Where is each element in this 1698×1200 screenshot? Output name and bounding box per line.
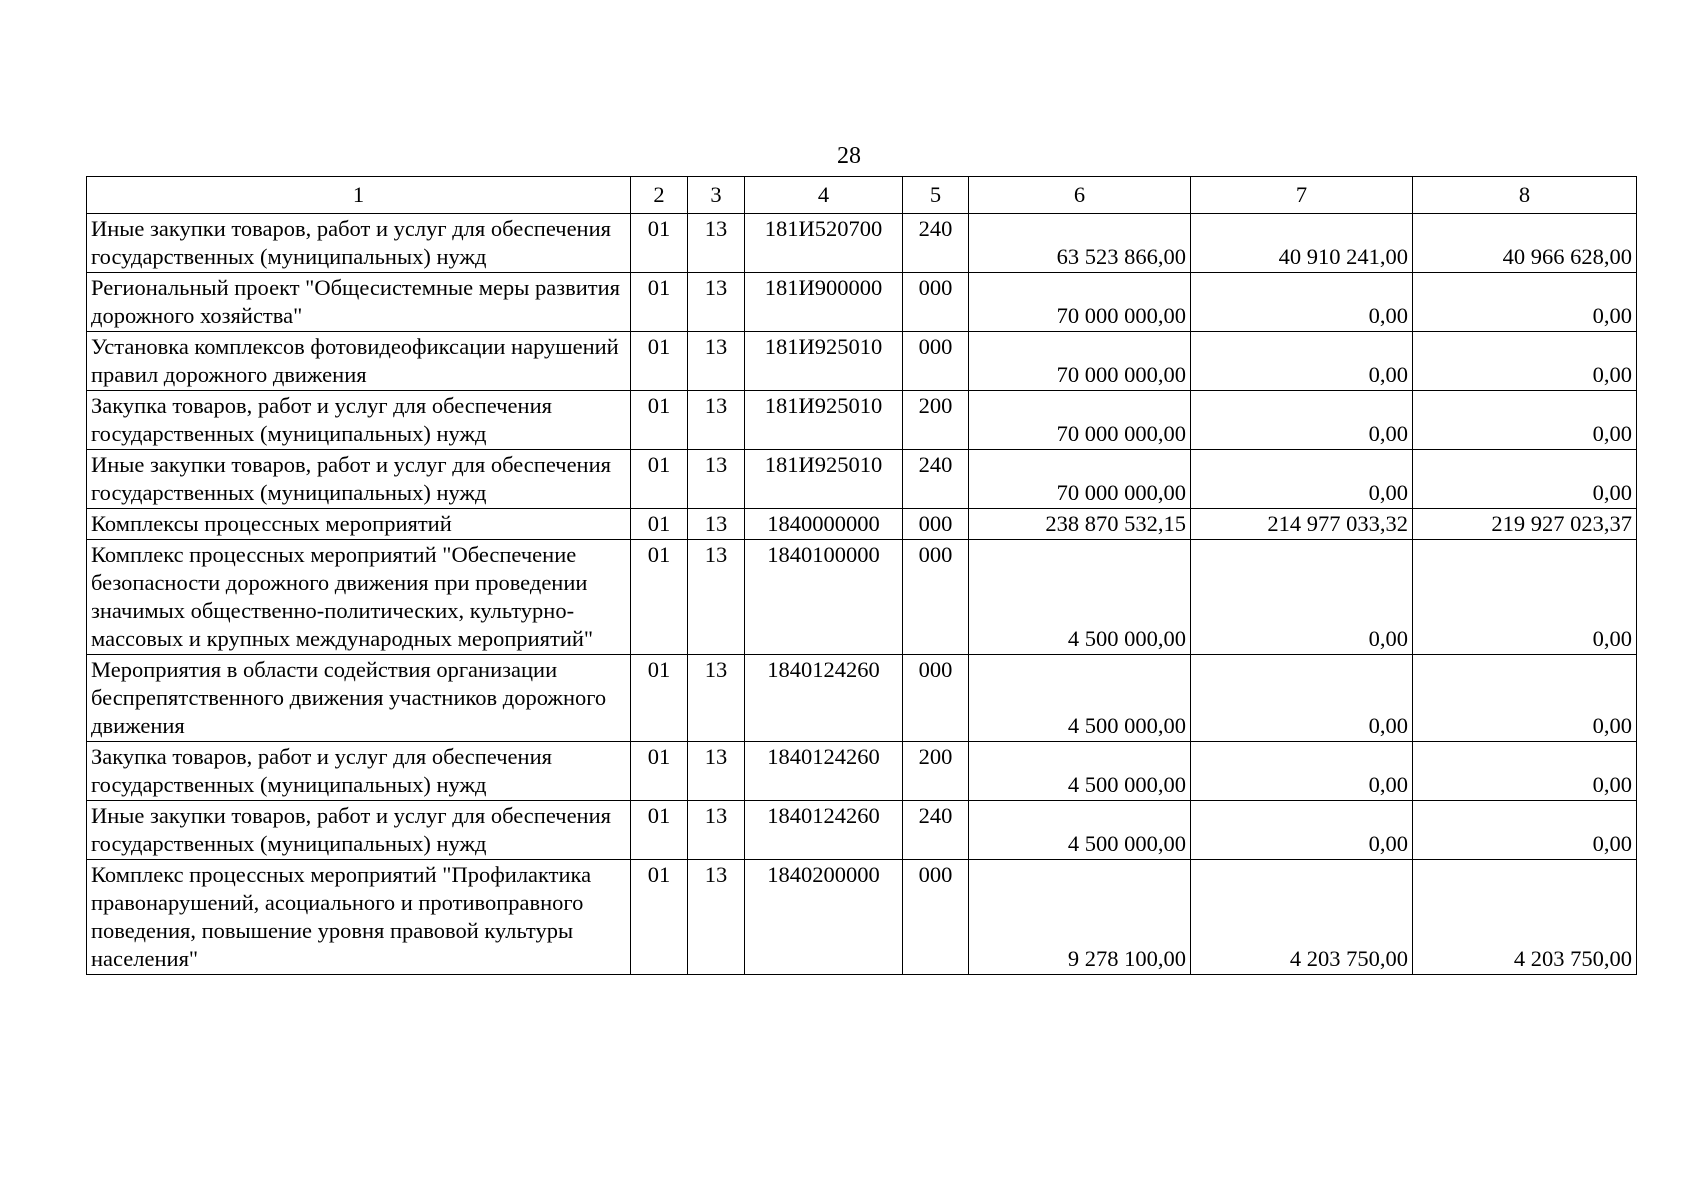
table-row [87,273,1637,332]
row-subsection: 13 [688,801,745,860]
row-amount-year2: 0,00 [1191,273,1413,332]
row-expense-type: 200 [903,391,969,450]
row-amount-year2: 214 977 033,32 [1191,509,1413,540]
row-amount-year1: 4 500 000,00 [969,742,1191,801]
row-target-code: 1840200000 [745,860,903,975]
table-row [87,509,1637,540]
table-row [87,801,1637,860]
header-cell: 7 [1191,177,1413,214]
table-row [87,391,1637,450]
row-amount-year1: 63 523 866,00 [969,214,1191,273]
row-section: 01 [631,655,688,742]
row-name: Иные закупки товаров, работ и услуг для обеспечения государственных (муниципальных) нужд [87,214,631,273]
row-expense-type: 240 [903,214,969,273]
table-row [87,742,1637,801]
row-amount-year2: 0,00 [1191,540,1413,655]
row-subsection: 13 [688,391,745,450]
table-row [87,540,1637,655]
row-name: Комплекс процессных мероприятий "Профилактика правонарушений, асоциального и противоправного поведения, повышение уровня правовой культуры населения" [87,860,631,975]
row-target-code: 181И925010 [745,450,903,509]
row-amount-year1: 70 000 000,00 [969,273,1191,332]
row-amount-year1: 4 500 000,00 [969,540,1191,655]
row-amount-year1: 238 870 532,15 [969,509,1191,540]
header-cell: 4 [745,177,903,214]
row-name: Комплекс процессных мероприятий "Обеспечение безопасности дорожного движения при проведении значимых общественно-политических, культурно-массовых и крупных международных мероприятий" [87,540,631,655]
row-section: 01 [631,391,688,450]
row-amount-year2: 4 203 750,00 [1191,860,1413,975]
row-expense-type: 000 [903,540,969,655]
row-subsection: 13 [688,214,745,273]
row-name: Мероприятия в области содействия организации беспрепятственного движения участников дорожного движения [87,655,631,742]
table-row [87,450,1637,509]
table-row [87,860,1637,975]
row-amount-year3: 4 203 750,00 [1413,860,1637,975]
row-expense-type: 000 [903,332,969,391]
row-target-code: 1840000000 [745,509,903,540]
row-amount-year3: 0,00 [1413,391,1637,450]
header-cell: 6 [969,177,1191,214]
row-amount-year3: 0,00 [1413,450,1637,509]
row-section: 01 [631,509,688,540]
row-amount-year3: 0,00 [1413,742,1637,801]
row-subsection: 13 [688,860,745,975]
row-amount-year3: 0,00 [1413,332,1637,391]
row-amount-year1: 9 278 100,00 [969,860,1191,975]
row-amount-year1: 70 000 000,00 [969,332,1191,391]
row-target-code: 1840124260 [745,801,903,860]
row-amount-year3: 40 966 628,00 [1413,214,1637,273]
row-target-code: 1840124260 [745,655,903,742]
row-amount-year2: 0,00 [1191,801,1413,860]
row-subsection: 13 [688,742,745,801]
row-amount-year1: 70 000 000,00 [969,391,1191,450]
row-subsection: 13 [688,540,745,655]
row-section: 01 [631,860,688,975]
row-name: Установка комплексов фотовидеофиксации нарушений правил дорожного движения [87,332,631,391]
budget-table [86,176,1637,975]
row-expense-type: 000 [903,509,969,540]
header-cell: 2 [631,177,688,214]
row-target-code: 181И900000 [745,273,903,332]
row-amount-year2: 40 910 241,00 [1191,214,1413,273]
row-amount-year2: 0,00 [1191,655,1413,742]
row-amount-year1: 4 500 000,00 [969,655,1191,742]
table-body [87,214,1637,975]
row-target-code: 181И925010 [745,391,903,450]
row-amount-year2: 0,00 [1191,742,1413,801]
row-expense-type: 240 [903,801,969,860]
row-subsection: 13 [688,450,745,509]
row-expense-type: 000 [903,860,969,975]
row-section: 01 [631,332,688,391]
row-target-code: 181И520700 [745,214,903,273]
row-amount-year2: 0,00 [1191,391,1413,450]
row-subsection: 13 [688,509,745,540]
row-amount-year3: 0,00 [1413,273,1637,332]
row-expense-type: 000 [903,655,969,742]
row-amount-year2: 0,00 [1191,332,1413,391]
row-target-code: 1840100000 [745,540,903,655]
row-subsection: 13 [688,273,745,332]
row-target-code: 181И925010 [745,332,903,391]
row-subsection: 13 [688,332,745,391]
row-name: Иные закупки товаров, работ и услуг для обеспечения государственных (муниципальных) нужд [87,801,631,860]
row-name: Иные закупки товаров, работ и услуг для обеспечения государственных (муниципальных) нужд [87,450,631,509]
table-row [87,214,1637,273]
table-row [87,332,1637,391]
row-amount-year1: 4 500 000,00 [969,801,1191,860]
row-section: 01 [631,540,688,655]
row-expense-type: 240 [903,450,969,509]
row-name: Комплексы процессных мероприятий [87,509,631,540]
table-row [87,655,1637,742]
row-amount-year3: 0,00 [1413,801,1637,860]
row-section: 01 [631,742,688,801]
row-amount-year3: 0,00 [1413,540,1637,655]
row-amount-year1: 70 000 000,00 [969,450,1191,509]
header-cell: 1 [87,177,631,214]
header-cell: 8 [1413,177,1637,214]
row-subsection: 13 [688,655,745,742]
row-section: 01 [631,450,688,509]
page-number: 28 [837,143,861,169]
row-amount-year3: 0,00 [1413,655,1637,742]
row-name: Закупка товаров, работ и услуг для обеспечения государственных (муниципальных) нужд [87,391,631,450]
header-cell: 5 [903,177,969,214]
row-section: 01 [631,273,688,332]
row-expense-type: 200 [903,742,969,801]
row-section: 01 [631,214,688,273]
row-name: Региональный проект "Общесистемные меры развития дорожного хозяйства" [87,273,631,332]
header-cell: 3 [688,177,745,214]
header-row [87,177,1637,214]
row-target-code: 1840124260 [745,742,903,801]
row-expense-type: 000 [903,273,969,332]
row-amount-year2: 0,00 [1191,450,1413,509]
row-amount-year3: 219 927 023,37 [1413,509,1637,540]
row-section: 01 [631,801,688,860]
row-name: Закупка товаров, работ и услуг для обеспечения государственных (муниципальных) нужд [87,742,631,801]
